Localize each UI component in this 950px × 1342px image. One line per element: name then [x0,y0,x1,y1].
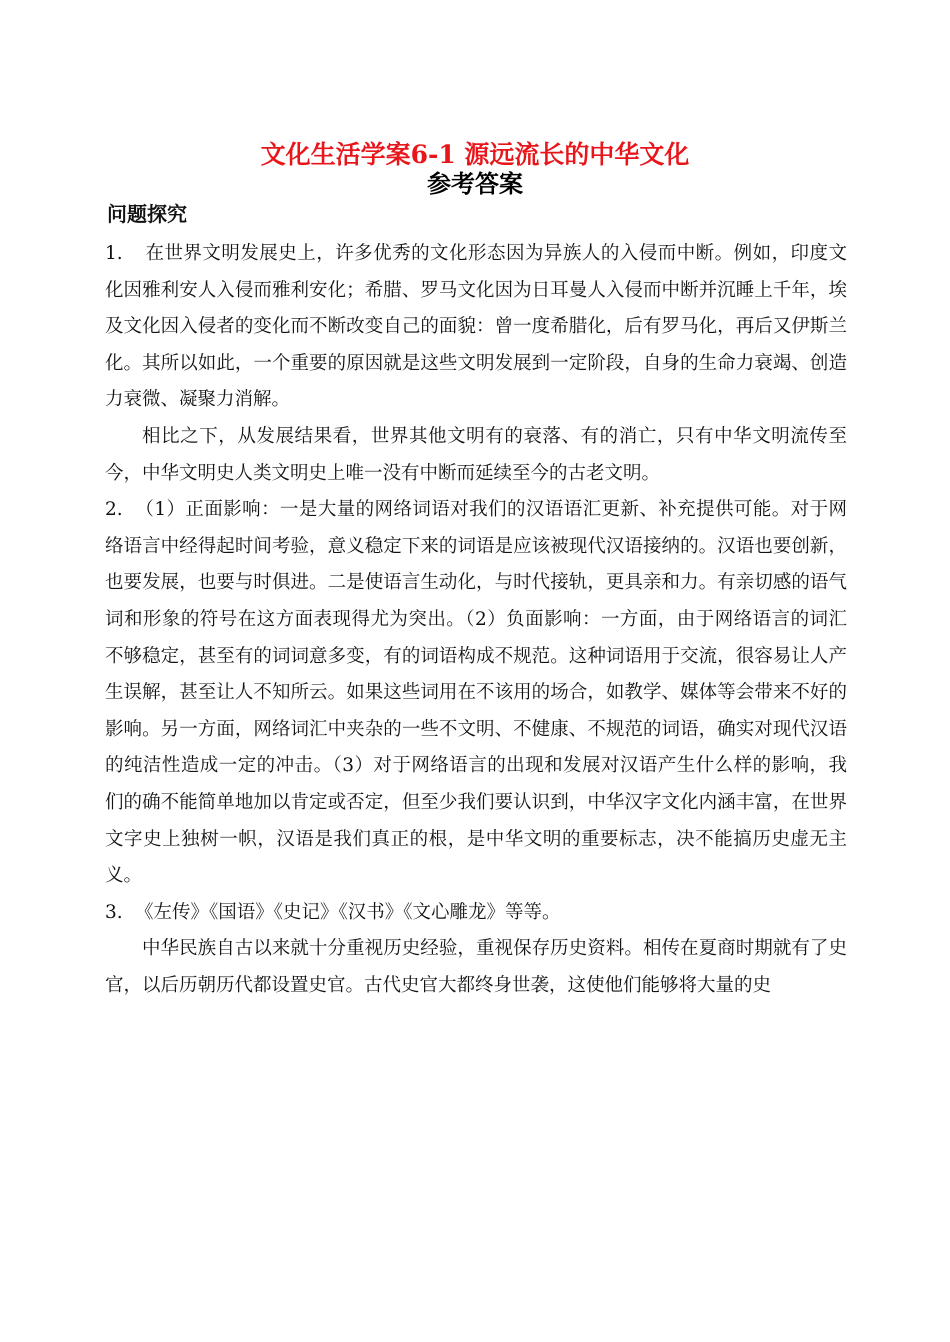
paragraph-text: （1）正面影响：一是大量的网络词语对我们的汉语语汇更新、补充提供可能。对于网络语言中经得起时间考验，意义稳定下来的词语是应该被现代汉语接纳的。汉语也要创新，也要发展，也要与时俱进。二是使语言生动化，与时代接轨，更具亲和力。有亲切感的语气词和形象的符号在这方面表现得尤为突出。（2）负面影响：一方面，由于网络语言的词汇不够稳定，甚至有的词词意多变，有的词语构成不规范。这种词语用于交流，很容易让人产生误解，甚至让人不知所云。如果这些词用在不该用的场合，如教学、媒体等会带来不好的影响。另一方面，网络词汇中夹杂的一些不文明、不健康、不规范的词语，确实对现代汉语的纯洁性造成一定的冲击。（3）对于网络语言的出现和发展对汉语产生什么样的影响，我们的确不能简单地加以肯定或否定，但至少我们要认识到，中华汉字文化内涵丰富，在世界文字史上独树一帜，汉语是我们真正的根，是中华文明的重要标志，决不能搞历史虚无主义。 [105,499,847,887]
paragraph-2: 相比之下，从发展结果看，世界其他文明有的衰落、有的消亡，只有中华文明流传至今，中华文明史人类文明史上唯一没有中断而延续至今的古老文明。 [105,425,847,484]
paragraph-number: 2. [105,499,123,521]
paragraph-text: 《左传》《国语》《史记》《汉书》《文心雕龙》等等。 [135,901,561,923]
paragraph-1 [105,236,847,419]
section-heading: 问题探究 [107,202,187,226]
document-body [105,236,847,1004]
paragraph-4 [105,895,847,932]
paragraph-text: 在世界文明发展史上，许多优秀的文化形态因为异族人的入侵而中断。例如，印度文化因雅利安人入侵而雅利安化；希腊、罗马文化因为日耳曼人入侵而中断并沉睡上千年，埃及文化因入侵者的变化而不断改变自己的面貌：曾一度希腊化，后有罗马化，再后又伊斯兰化。其所以如此，一个重要的原因就是这些文明发展到一定阶段，自身的生命力衰竭、创造力衰微、凝聚力消解。 [105,243,847,411]
paragraph-5: 中华民族自古以来就十分重视历史经验，重视保存历史资料。相传在夏商时期就有了史官，以后历朝历代都设置史官。古代史官大都终身世袭，这使他们能够将大量的史 [105,938,847,996]
paragraph-number: 3. [105,901,123,923]
paragraph-number: 1. [105,243,123,264]
document-subtitle: 参考答案 [427,169,523,198]
paragraph-3 [105,492,847,895]
document-title: 文化生活学案6-1 源远流长的中华文化 [260,140,690,169]
